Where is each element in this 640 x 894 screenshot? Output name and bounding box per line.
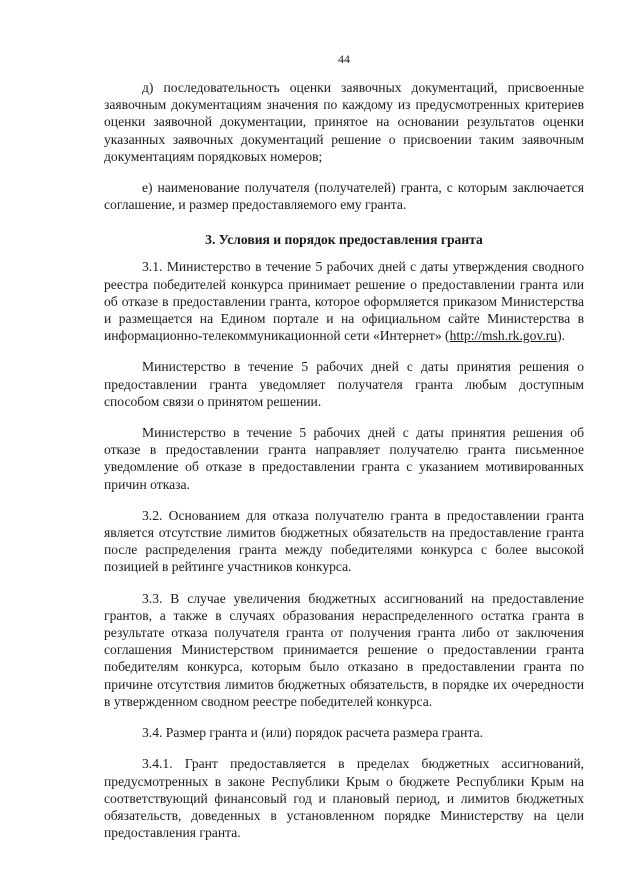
ministry-website-link[interactable]: http://msh.rk.gov.ru: [449, 328, 558, 344]
paragraph-notify-refusal: Министерство в течение 5 рабочих дней с даты принятия решения об отказе в предоставлении гранта направляет получателю гранта письменное уведомление об отказе в предоставлении гранта с указанием мотивированных причин отказа.: [104, 425, 584, 492]
paragraph-3-1-end: ).: [557, 328, 566, 344]
paragraph-3-4-1: 3.4.1. Грант предоставляется в пределах бюджетных ассигнований, предусмотренных в законе Республики Крым о бюджете Республики Крым на соответствующий финансовый год и плановый период, и лимитов бюджетных обязательств, доведенных в установленном порядке Министерству на цели предоставления гранта.: [104, 756, 584, 841]
section-heading: 3. Условия и порядок предоставления гранта: [205, 232, 483, 248]
paragraph-3-4: 3.4. Размер гранта и (или) порядок расчета размера гранта.: [142, 725, 483, 741]
paragraph-d: д) последовательность оценки заявочных документаций, присвоенные заявочным документациям значения по каждому из предусмотренных критериев оценки заявочной документации, принятое на основании результатов оценки указанных заявочных документаций решение о присвоении таким заявочным документациям порядковых номеров;: [104, 80, 584, 164]
paragraph-3-3: 3.3. В случае увеличения бюджетных ассигнований на предоставление грантов, а также в случаях образования нераспределенного остатка гранта в результате отказа получателя гранта от получения гранта либо от заключения соглашения Министерством принимается решение о предоставлении гранта победителям конкурса, которым было отказано в предоставлении гранта по причине отсутствия лимитов бюджетных обязательств, в порядке их очередности в утвержденном сводном реестре победителей конкурса.: [104, 590, 584, 709]
paragraph-3-2: 3.2. Основанием для отказа получателю гранта в предоставлении гранта является отсутствие лимитов бюджетных обязательств на предоставление гранта после распределения гранта между победителями конкурса с более высокой позицией в рейтинге участников конкурса.: [104, 507, 584, 575]
paragraph-e: е) наименование получателя (получателей) гранта, с которым заключается соглашение, и размер предоставляемого ему гранта.: [104, 180, 584, 213]
paragraph-notify-grant: Министерство в течение 5 рабочих дней с даты принятия решения о предоставлении гранта уведомляет получателя гранта любым доступным способом связи о принятом решении.: [104, 359, 584, 409]
paragraph-3-1-text: 3.1. Министерство в течение 5 рабочих дней с даты утверждения сводного реестра победителей конкурса принимает решение о предоставлении гранта или об отказе в предоставлении гранта, которое оформляется приказом Министерства и размещается на Едином портале и на официальном сайте Министерства в информационно-телекоммуникационной сети «Интернет» (: [104, 259, 584, 344]
page-number: 44: [338, 52, 350, 66]
paragraph-3-1: [104, 258, 584, 344]
